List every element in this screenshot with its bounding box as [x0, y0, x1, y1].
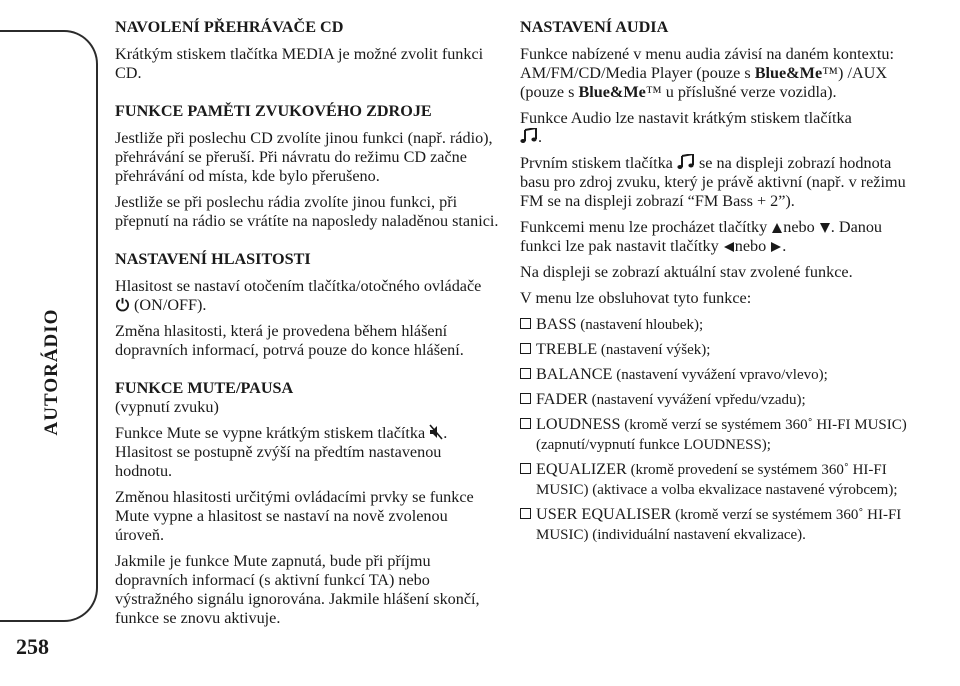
para-audio-4-a: Funkcemi menu lze procházet tlačítky	[520, 218, 772, 236]
brand-blueme-1: Blue&Me	[754, 64, 823, 82]
list-item	[520, 365, 925, 385]
page-number: 258	[16, 634, 49, 659]
option-list	[520, 315, 925, 545]
para-audio-1-a: Funkce nabízené v menu audia závisí na daném kontextu: AM/FM/CD/Media Player (pouze s	[520, 45, 894, 82]
para-memory-1: Jestliže při poslechu CD zvolíte jinou funkci (např. rádio), přehrávání se přeruší. Při návratu do režimu CD začne přehrávání od místa, kde bylo přerušeno.	[115, 129, 493, 185]
option-name: BALANCE	[536, 365, 613, 383]
option-detail: (nastavení vyvážení vpředu/vzadu);	[587, 392, 806, 408]
heading-volume: NASTAVENÍ HLASITOSTI	[115, 250, 311, 268]
brand-blueme-2: Blue&Me	[578, 83, 646, 101]
music-note-icon	[520, 128, 538, 144]
option-name: USER EQUALISER	[536, 505, 672, 523]
heading-cd: NAVOLENÍ PŘEHRÁVAČE CD	[115, 18, 344, 36]
para-audio-2-a: Funkce Audio lze nastavit krátkým stiskem tlačítka	[520, 109, 852, 127]
arrow-up-icon	[771, 222, 783, 234]
para-audio-3-a: Prvním stiskem tlačítka	[520, 154, 677, 172]
option-detail: (kromě verzí se systémem 360˚ HI-FI MUSIC) (zapnutí/vypnutí funkce LOUDNESS);	[536, 417, 907, 453]
para-audio-4-d: nebo	[734, 237, 771, 255]
list-item	[520, 415, 925, 455]
para-mute-3: Jakmile je funkce Mute zapnutá, bude při příjmu dopravních informací (s aktivní funkcí TA) nebo výstražného signálu ignorována. Jakmile hlášení skončí, funkce se znovu aktivuje.	[115, 552, 480, 627]
heading-memory: FUNKCE PAMĚTI ZVUKOVÉHO ZDROJE	[115, 102, 432, 120]
power-icon	[115, 297, 130, 312]
para-mute-2: Změnou hlasitosti určitými ovládacími prvky se funkce Mute vypne a hlasitost se nastaví na nově zvolenou úroveň.	[115, 488, 474, 544]
mute-icon	[429, 424, 443, 440]
checkbox-icon	[520, 393, 531, 404]
option-name: FADER	[536, 390, 588, 408]
para-audio-1-c: ™ u příslušné verze vozidla).	[645, 83, 837, 101]
para-audio-4-e: .	[782, 237, 787, 255]
music-note-icon	[677, 154, 695, 170]
para-volume-1-suffix: (ON/OFF).	[134, 296, 207, 314]
checkbox-icon	[520, 343, 531, 354]
option-detail: (kromě verzí se systémem 360˚ HI-FI MUSIC) (individuální nastavení ekvalizace).	[536, 507, 902, 543]
option-detail: (kromě provedení se systémem 360˚ HI-FI MUSIC) (aktivace a volba ekvalizace nastavené výrobcem);	[536, 462, 898, 498]
para-volume-1	[115, 277, 500, 315]
checkbox-icon	[520, 418, 531, 429]
para-mute-1-suffix: . Hlasitost se postupně zvýší na předtím nastavenou hodnotu.	[115, 424, 448, 480]
para-memory-2: Jestliže se při poslechu rádia zvolíte jinou funkci, při přepnutí na rádio se vrátíte na naposledy naladěnou stanici.	[115, 193, 499, 230]
checkbox-icon	[520, 368, 531, 379]
checkbox-icon	[520, 318, 531, 329]
para-audio-2-b: .	[538, 128, 543, 146]
list-item	[520, 390, 925, 410]
option-name: TREBLE	[536, 340, 598, 358]
list-item	[520, 460, 925, 500]
section-label: AUTORÁDIO	[41, 308, 62, 436]
checkbox-icon	[520, 508, 531, 519]
option-detail: (nastavení vyvážení vpravo/vlevo);	[612, 367, 828, 383]
list-item	[520, 505, 925, 545]
para-audio-4	[520, 218, 925, 256]
heading-audio: NASTAVENÍ AUDIA	[520, 18, 669, 36]
para-mute-1	[115, 424, 500, 481]
para-audio-3	[520, 154, 925, 211]
para-audio-5: Na displeji se zobrazí aktuální stav zvolené funkce.	[520, 263, 853, 281]
para-audio-4-c: . Danou funkci lze pak nastavit tlačítky	[520, 218, 883, 255]
list-item	[520, 340, 925, 360]
heading-mute: FUNKCE MUTE/PAUSA	[115, 379, 294, 397]
para-cd: Krátkým stiskem tlačítka MEDIA je možné zvolit funkci CD.	[115, 45, 484, 82]
para-audio-1-b: ™) /AUX (pouze s	[520, 64, 888, 101]
arrow-down-icon	[819, 222, 831, 234]
para-audio-2	[520, 109, 925, 147]
option-name: EQUALIZER	[536, 460, 627, 478]
para-audio-4-b: nebo	[783, 218, 819, 236]
para-audio-6: V menu lze obsluhovat tyto funkce:	[520, 289, 752, 307]
arrow-right-icon	[770, 241, 782, 253]
para-audio-1	[520, 45, 925, 102]
para-volume-2: Změna hlasitosti, která je provedena během hlášení dopravních informací, potrvá pouze do konce hlášení.	[115, 322, 464, 359]
list-item	[520, 315, 925, 335]
checkbox-icon	[520, 463, 531, 474]
para-audio-3-b: se na displeji zobrazí hodnota basu pro zdroj zvuku, který je právě aktivní (např. v režimu FM se na displeji zobrazí “FM Bass + 2”).	[520, 154, 906, 210]
left-column	[115, 18, 500, 635]
option-detail: (nastavení výšek);	[597, 342, 711, 358]
para-mute-1-text: Funkce Mute se vypne krátkým stiskem tlačítka	[115, 424, 430, 442]
mute-subtitle: (vypnutí zvuku)	[115, 398, 219, 416]
arrow-left-icon	[723, 241, 735, 253]
sidebar-tab	[0, 30, 98, 622]
right-column	[520, 18, 925, 550]
para-volume-1-text: Hlasitost se nastaví otočením tlačítka/otočného ovládače	[115, 277, 482, 295]
option-name: LOUDNESS	[536, 415, 621, 433]
option-detail: (nastavení hloubek);	[576, 317, 704, 333]
option-name: BASS	[536, 315, 577, 333]
